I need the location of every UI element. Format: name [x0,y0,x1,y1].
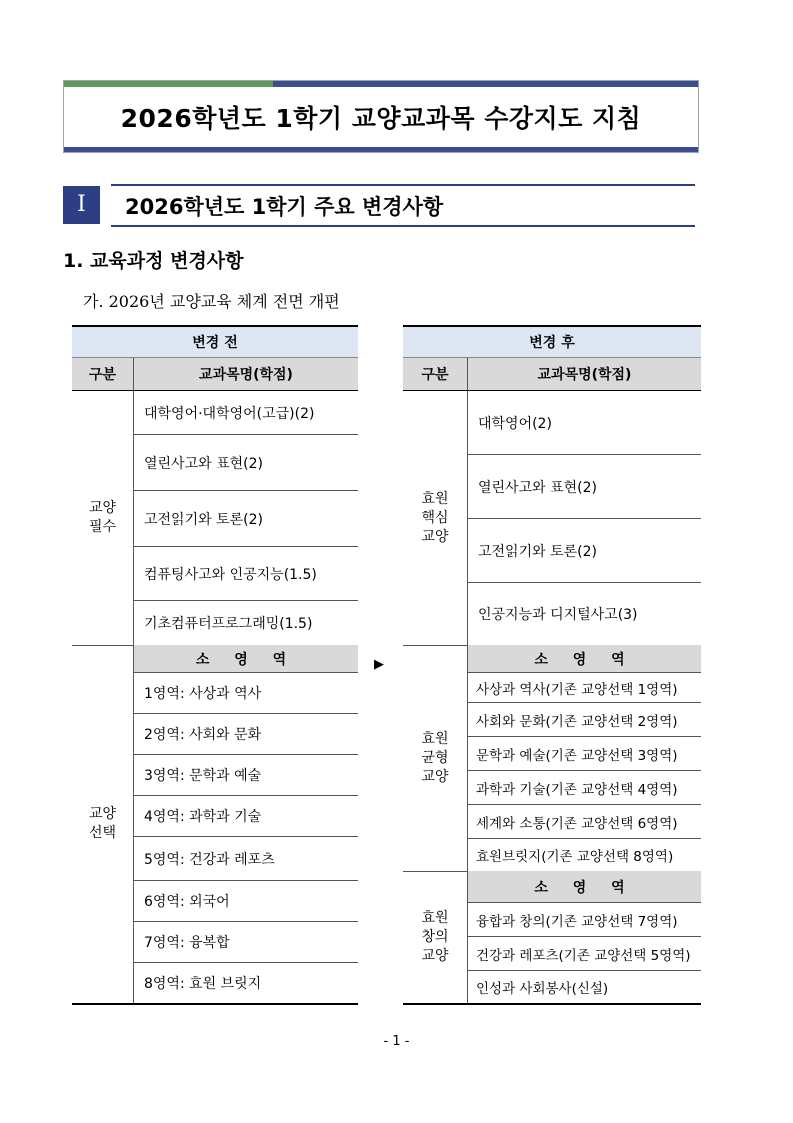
before-item: 고전읽기와 토론(2) [134,491,358,547]
change-arrow-icon: ▶ [374,657,384,672]
after-subheader: 소 영 역 [468,871,701,903]
section-title: 2026학년도 1학기 주요 변경사항 [125,195,444,219]
before-table-header: 변경 전 [72,325,358,357]
before-item: 7영역: 융복합 [134,922,358,963]
before-item: 6영역: 외국어 [134,881,358,922]
after-item: 효원브릿지(기존 교양선택 8영역) [476,849,674,865]
before-item: 열린사고와 표현(2) [134,435,358,491]
before-subheader: 소 영 역 [134,645,358,673]
after-item: 사회와 문화(기존 교양선택 2영역) [468,703,701,737]
after-item: 사상과 역사(기존 교양선택 1영역) [468,673,701,703]
before-table [72,325,358,1005]
after-group-core: 효원 핵심 교양 [403,391,468,645]
after-item: 세계와 소통(기존 교양선택 6영역) [468,805,701,839]
before-item: 2영역: 사회와 문화 [134,714,358,755]
after-item: 열린사고와 표현(2) [468,455,701,519]
after-item: 인공지능과 디지털사고(3) [478,607,638,623]
after-col-course: 교과목명(학점) [468,357,701,391]
after-group-creative: 효원 창의 교양 [403,871,468,1003]
after-table [403,325,701,1005]
before-item: 대학영어·대학영어(고급)(2) [134,391,358,435]
after-col-category: 구분 [403,357,468,391]
after-item: 문학과 예술(기존 교양선택 3영역) [468,737,701,771]
after-item: 건강과 레포츠(기존 교양선택 5영역) [468,937,701,971]
title-bar-bottom [64,147,698,152]
after-item: 과학과 기술(기존 교양선택 4영역) [468,771,701,805]
before-col-course: 교과목명(학점) [134,357,358,391]
after-item: 융합과 창의(기존 교양선택 7영역) [468,903,701,937]
after-table-bottom-rule [403,1003,701,1005]
subsection-heading: 1. 교육과정 변경사항 [63,250,244,272]
before-item: 4영역: 과학과 기술 [134,796,358,837]
section-rule-bottom [111,225,695,227]
after-group-balance: 효원 균형 교양 [403,645,468,871]
after-item: 대학영어(2) [468,391,701,455]
title-bar-accent [64,81,273,87]
after-item: 고전읽기와 토론(2) [468,519,701,583]
page-number: - 1 - [383,1034,410,1049]
before-item: 기초컴퓨터프로그래밍(1.5) [144,616,313,632]
section-rule-top [111,184,695,186]
before-group-required: 교양 필수 [72,391,134,645]
before-item: 3영역: 문학과 예술 [134,755,358,796]
section-number: I [63,186,100,224]
title-box [63,80,699,153]
document-title: 2026학년도 1학기 교양교과목 수강지도 지침 [120,104,642,133]
before-item: 5영역: 건강과 레포츠 [134,837,358,881]
subsubsection-heading: 가. 2026년 교양교육 체계 전면 개편 [83,292,340,311]
before-col-category: 구분 [72,357,134,391]
before-item: 1영역: 사상과 역사 [134,673,358,714]
before-table-bottom-rule [72,1003,358,1005]
after-subheader: 소 영 역 [468,645,701,673]
before-item: 컴퓨팅사고와 인공지능(1.5) [134,547,358,601]
after-item: 인성과 사회봉사(신설) [476,981,609,997]
after-table-header: 변경 후 [403,325,701,357]
before-item: 8영역: 효원 브릿지 [144,976,262,992]
before-group-elective: 교양 선택 [72,645,134,1003]
